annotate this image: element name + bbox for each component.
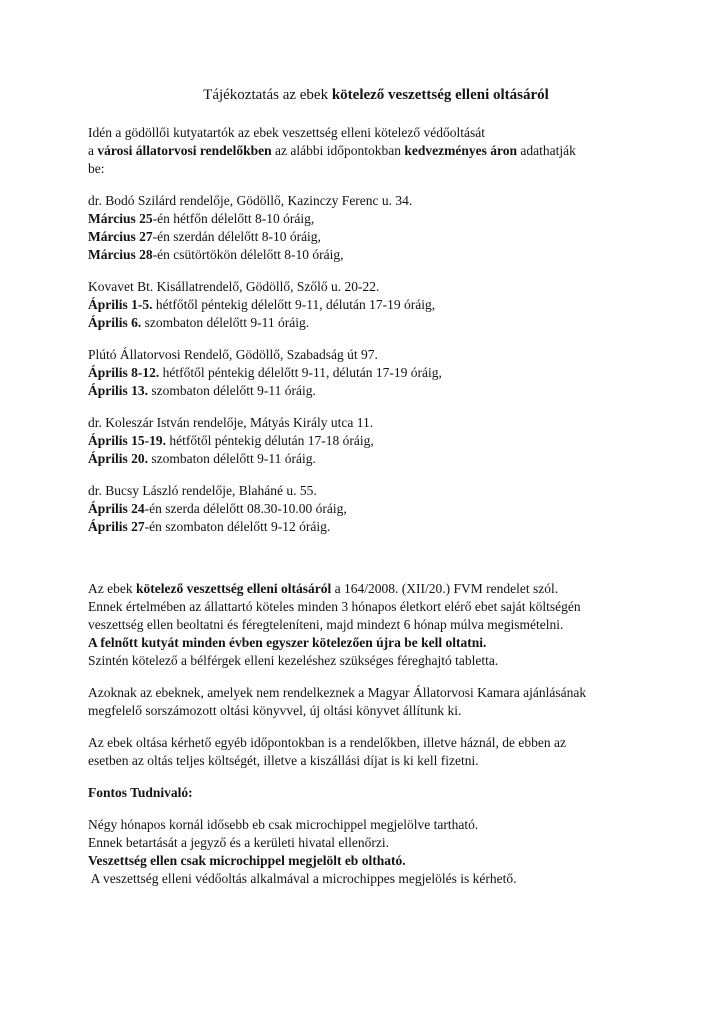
text-line (88, 414, 664, 432)
text-line (88, 296, 664, 314)
important-notice-heading (88, 784, 664, 802)
text-line (88, 278, 664, 296)
text-segment: esetben az oltás teljes költségét, illetve a kiszállási díjat is ki kell fizetni. (88, 753, 479, 768)
text-segment: a 164/2008. (XII/20.) FVM rendelet szól. (331, 581, 559, 596)
text-segment: szombaton délelőtt 9-11 óráig. (141, 315, 310, 330)
text-line (88, 752, 664, 770)
text-line (88, 598, 664, 616)
bold-text-segment: Fontos Tudnivaló: (88, 785, 193, 800)
text-segment: adathatják (516, 143, 576, 158)
text-line (88, 518, 664, 536)
clinic-koleszar-istvan (88, 414, 664, 468)
text-segment: Négy hónapos kornál idősebb eb csak microchippel megjelölve tartható. (88, 817, 479, 832)
text-segment: Ennek értelmében az állattartó köteles minden 3 hónapos életkort elérő ebet saját költségén (88, 599, 581, 614)
text-segment: dr. Koleszár István rendelője, Mátyás Király utca 11. (88, 415, 374, 430)
text-segment: Idén a gödöllői kutyatartók az ebek veszettség elleni kötelező védőoltását (88, 125, 485, 140)
text-line (88, 652, 664, 670)
text-segment: A veszettség elleni védőoltás alkalmával a microchippes megjelölés is kérhető. (88, 871, 517, 886)
text-segment: Ennek betartását a jegyző és a kerületi hivatal ellenőrzi. (88, 835, 389, 850)
regulation-paragraph (88, 580, 664, 670)
clinic-bodo-szilard (88, 192, 664, 264)
clinic-pluto (88, 346, 664, 400)
text-line (88, 160, 664, 178)
bold-text-segment: Április 1-5. (88, 297, 153, 312)
text-segment: -én csütörtökön délelőtt 8-10 óráig, (152, 247, 344, 262)
text-line (88, 246, 664, 264)
text-segment: Az ebek oltása kérhető egyéb időpontokban is a rendelőkben, illetve háznál, de ebben az (88, 735, 566, 750)
bold-text-segment: kedvezményes áron (404, 143, 517, 158)
text-line (88, 228, 664, 246)
text-line (88, 634, 664, 652)
text-line (88, 816, 664, 834)
text-segment: szombaton délelőtt 9-11 óráig. (148, 451, 316, 466)
text-segment: dr. Bodó Szilárd rendelője, Gödöllő, Kazinczy Ferenc u. 34. (88, 193, 413, 208)
bold-text-segment: kötelező veszettség elleni oltásáról (135, 581, 332, 596)
text-segment: megfelelő sorszámozott oltási könyvvel, új oltási könyvet állítunk ki. (88, 703, 462, 718)
vaccination-book-paragraph (88, 684, 664, 720)
text-line (88, 210, 664, 228)
document-body (88, 124, 664, 888)
text-segment: -én szerdán délelőtt 8-10 óráig, (152, 229, 321, 244)
text-segment: hétfőtől péntekig délelőtt 9-11, délután 17-19 óráig, (159, 365, 442, 380)
text-line (88, 450, 664, 468)
bold-text-segment: Április 6. (88, 315, 142, 330)
text-segment: Plútó Állatorvosi Rendelő, Gödöllő, Szabadság út 97. (88, 347, 378, 362)
text-line (88, 482, 664, 500)
text-line (88, 346, 664, 364)
text-line (88, 834, 664, 852)
bold-text-segment: Április 8-12. (88, 365, 160, 380)
document-title (88, 86, 664, 104)
other-times-paragraph (88, 734, 664, 770)
text-line (88, 364, 664, 382)
bold-text-segment: Április 20. (88, 451, 149, 466)
text-segment: az alábbi időpontokban (271, 143, 405, 158)
bold-text-segment: Március 28 (88, 247, 153, 262)
text-segment: veszettség ellen beoltatni és féregteleníteni, majd mindezt 6 hónap múlva megismételni. (88, 617, 564, 632)
text-segment: hétfőtől péntekig délelőtt 9-11, délután 17-19 óráig, (152, 297, 436, 312)
text-segment: szombaton délelőtt 9-11 óráig. (148, 383, 316, 398)
bold-text-segment: Március 27 (88, 229, 153, 244)
clinic-kovavet (88, 278, 664, 332)
bold-text-segment: Április 15-19. (88, 433, 167, 448)
bold-text-segment: Március 25 (88, 211, 153, 226)
text-line (88, 432, 664, 450)
text-segment: -én szerda délelőtt 08.30-10.00 óráig, (144, 501, 347, 516)
bold-text-segment: Április 24 (88, 501, 145, 516)
text-segment: be: (88, 161, 105, 176)
text-line (88, 314, 664, 332)
clinic-bucsy-laszlo (88, 482, 664, 536)
bold-text-segment: Április 13. (88, 383, 149, 398)
bold-text-segment: városi állatorvosi rendelőkben (97, 143, 272, 158)
text-segment: Szintén kötelező a bélférgek elleni kezeléshez szükséges féreghajtó tabletta. (88, 653, 499, 668)
text-line (88, 580, 664, 598)
text-segment: a (88, 143, 98, 158)
text-line (88, 684, 664, 702)
microchip-paragraph (88, 816, 664, 888)
text-segment: Kovavet Bt. Kisállatrendelő, Gödöllő, Szőlő u. 20-22. (88, 279, 380, 294)
text-line (88, 142, 664, 160)
text-segment: hétfőtől péntekig délután 17-18 óráig, (166, 433, 374, 448)
text-line (88, 616, 664, 634)
bold-text-segment: Április 27 (88, 519, 145, 534)
text-line (88, 382, 664, 400)
text-segment: -én szombaton délelőtt 9-12 óráig. (144, 519, 331, 534)
intro-paragraph (88, 124, 664, 178)
text-segment: Az ebek (88, 581, 136, 596)
text-segment: Azoknak az ebeknek, amelyek nem rendelkeznek a Magyar Állatorvosi Kamara ajánlásának (88, 685, 587, 700)
text-line (88, 192, 664, 210)
bold-text-segment: kötelező veszettség elleni oltásáról (331, 87, 549, 103)
text-segment: -én hétfőn délelőtt 8-10 óráig, (152, 211, 315, 226)
text-line (88, 734, 664, 752)
text-line (88, 702, 664, 720)
text-line (88, 124, 664, 142)
text-line (88, 784, 664, 802)
bold-text-segment: A felnőtt kutyát minden évben egyszer kötelezően újra be kell oltatni. (88, 635, 487, 650)
text-line (88, 500, 664, 518)
text-line (88, 870, 664, 888)
text-segment: dr. Bucsy László rendelője, Blaháné u. 55. (88, 483, 317, 498)
bold-text-segment: Veszettség ellen csak microchippel megjelölt eb oltható. (88, 853, 406, 868)
text-line (88, 852, 664, 870)
text-segment: Tájékoztatás az ebek (203, 87, 332, 103)
